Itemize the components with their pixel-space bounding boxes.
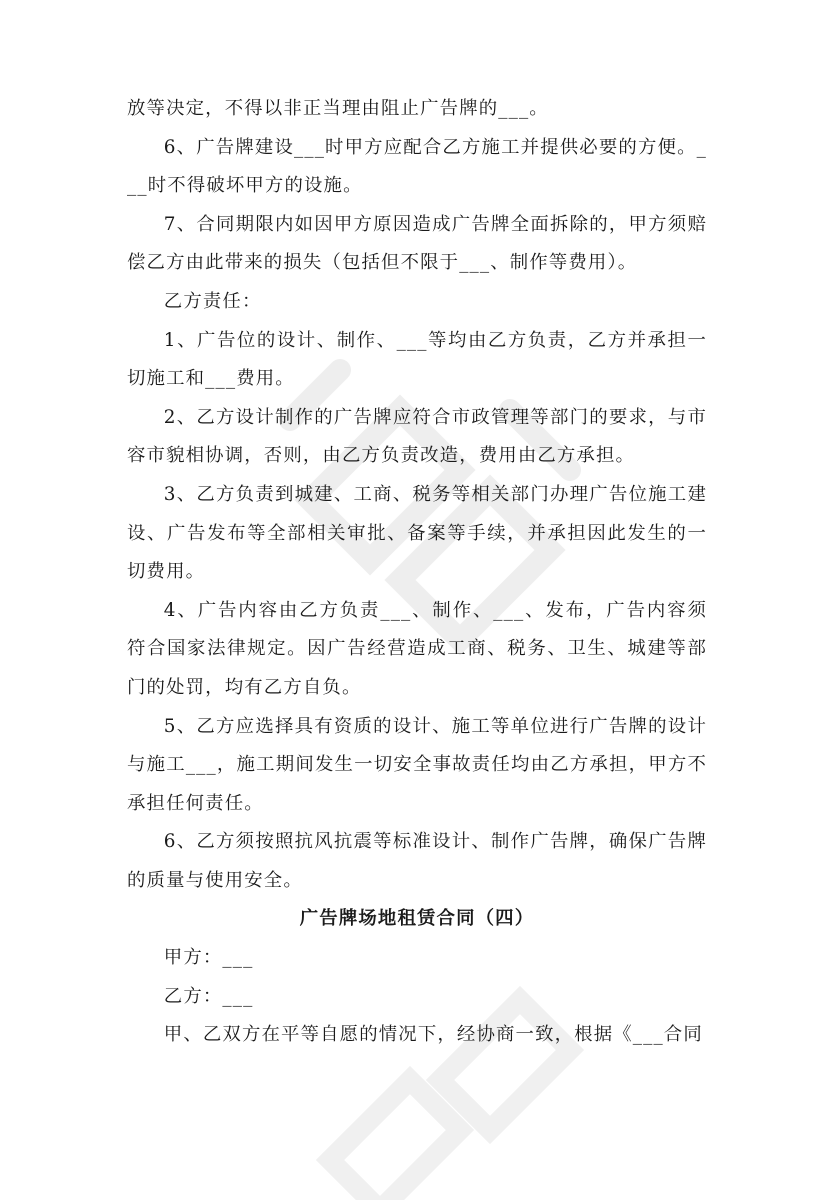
paragraph-2: 7、合同期限内如因甲方原因造成广告牌全面拆除的，甲方须赔偿乙方由此带来的损失（包括但不限于___、制作等费用）。: [127, 213, 707, 274]
paragraph-0: 放等决定，不得以非正当理由阻止广告牌的___。: [127, 98, 549, 119]
paragraph-6: 3、乙方负责到城建、工商、税务等相关部门办理广告位施工建设、广告发布等全部相关审批、备案等手续，并承担因此发生的一切费用。: [127, 483, 707, 583]
paragraph-1: 6、广告牌建设___时甲方应配合乙方施工并提供必要的方便。___时不得破坏甲方的设施。: [127, 136, 707, 197]
closing-paragraph: 甲、乙双方在平等自愿的情况下，经协商一致，根据《___合同: [163, 1024, 703, 1046]
paragraph-3: 乙方责任：: [163, 290, 262, 312]
section-title: 广告牌场地租赁合同（四）: [299, 908, 535, 930]
paragraph-7: 4、广告内容由乙方负责___、制作、___、发布，广告内容须符合国家法律规定。因广告经营造成工商、税务、卫生、城建等部门的处罚，均有乙方自负。: [127, 599, 707, 698]
paragraph-9: 6、乙方须按照抗风抗震等标准设计、制作广告牌，确保广告牌的质量与使用安全。: [127, 831, 707, 891]
paragraph-8: 5、乙方应选择具有资质的设计、施工等单位进行广告牌的设计与施工___，施工期间发生一切安全事故责任均由乙方承担，甲方不承担任何责任。: [127, 715, 707, 814]
paragraph-4: 1、广告位的设计、制作、___等均由乙方负责，乙方并承担一切施工和___费用。: [127, 329, 707, 390]
party-a-line: 甲方：___: [163, 947, 254, 969]
document-body: [127, 90, 707, 1055]
paragraph-5: 2、乙方设计制作的广告牌应符合市政管理等部门的要求，与市容市貌相协调，否则，由乙方负责改造，费用由乙方承担。: [127, 406, 707, 467]
party-b-line: 乙方：___: [163, 985, 254, 1007]
